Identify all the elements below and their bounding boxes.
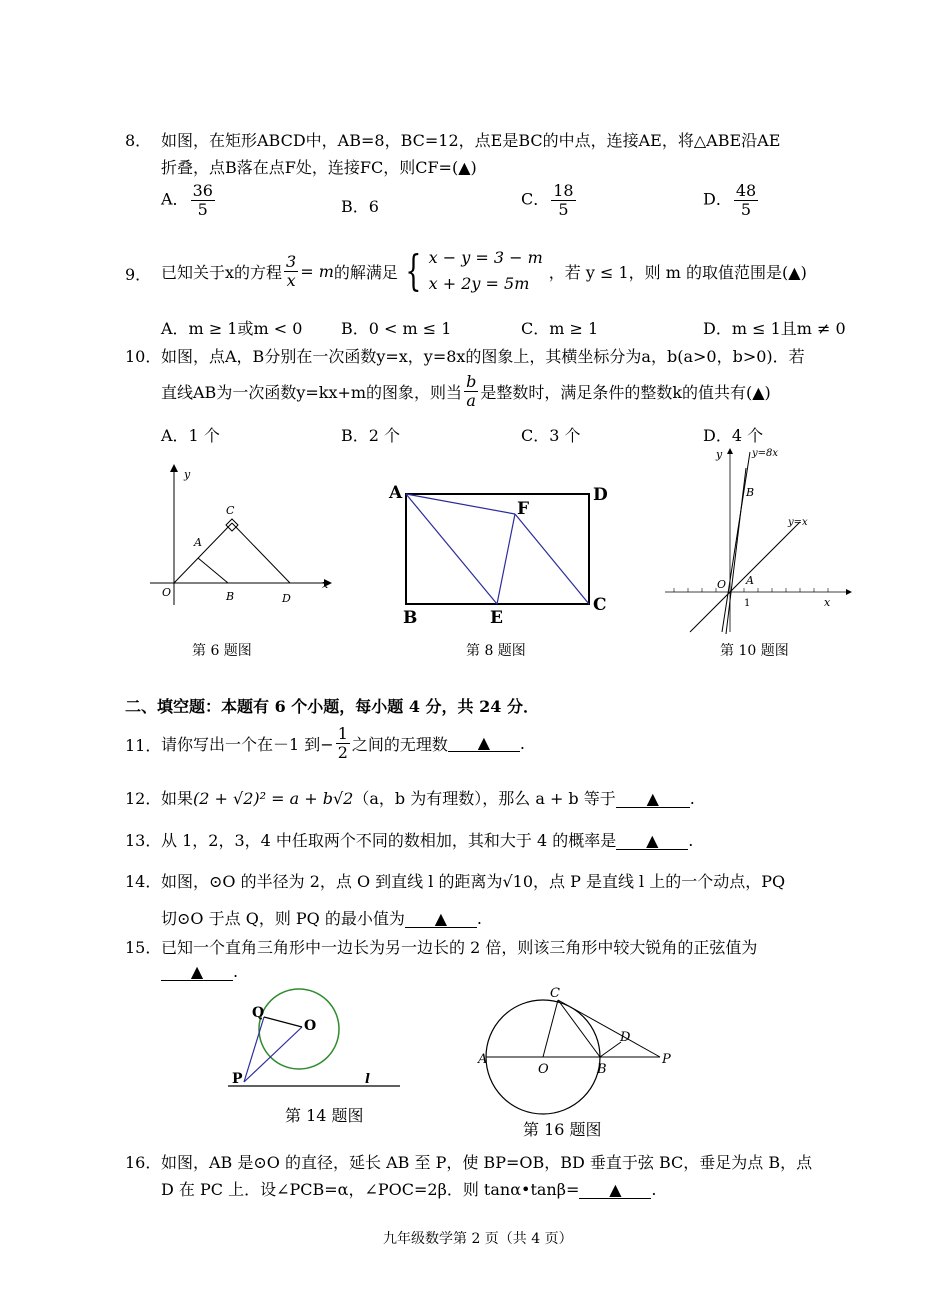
q8-line1: 如图，在矩形ABCD中，AB=8，BC=12，点E是BC的中点，连接AE，将△ABE沿AE <box>161 131 781 150</box>
q12-text: 如果(2 + √2)² = a + b√2（a，b 为有理数），那么 a + b 等于 ▲ . <box>161 789 695 808</box>
figure-6-caption: 第 6 题图 <box>192 643 252 659</box>
page-footer: 九年级数学第 2 页（共 4 页） <box>383 1231 573 1247</box>
fig6-label-a: A <box>194 536 202 549</box>
q8-option-a: A． $\frac{36}{5}$ <box>161 181 213 219</box>
section-2-heading: 二、填空题：本题有 6 个小题，每小题 4 分，共 24 分． <box>125 697 539 716</box>
q13-answer-blank[interactable]: ▲ <box>616 833 688 850</box>
q8-option-d: D． $\frac{48}{5}$ <box>703 181 757 219</box>
q16-line2: D 在 PC 上．设∠PCB=α，∠POC=2β．则 tanα•tanβ= ▲ . <box>161 1180 657 1199</box>
fig6-label-x: x <box>322 578 329 591</box>
fig6-label-c: C <box>226 504 235 517</box>
q14-number: 14． <box>125 872 162 891</box>
figure-14-caption: 第 14 题图 <box>285 1106 364 1125</box>
q9-option-a: A．m ≥ 1或m < 0 <box>161 319 303 338</box>
figure-6 <box>140 460 340 610</box>
fig14-label-q: Q <box>252 1005 265 1021</box>
q11-text: 请你写出一个在－1 到− $\frac{1}{2}$ 之间的无理数 ▲ . <box>161 723 525 762</box>
fig16-label-c: C <box>550 986 560 1001</box>
q10-line2: 直线AB为一次函数y=kx+m的图象，则当 $\frac{b}{a}$ 是整数时，满足条件的整数k的值共有(▲) <box>161 371 771 410</box>
q13-text: 从 1，2，3，4 中任取两个不同的数相加，其和大于 4 的概率是 ▲ . <box>161 831 694 850</box>
q8-option-c-fraction: $\frac{18}{5}$ <box>553 181 574 219</box>
figure-8-caption: 第 8 题图 <box>466 643 526 659</box>
q9-fraction: $\frac{3}{x}$ <box>286 251 297 290</box>
fig10-label-o: O <box>717 578 727 591</box>
q9-stem: 已知关于x的方程 $\frac{3}{x}$ = m 的解满足 { x − y = 3 − m x + 2y = 5m ，若 y ≤ 1，则 m 的取值范围是(▲) <box>161 246 807 295</box>
q9-option-c: C．m ≥ 1 <box>521 319 599 338</box>
q12-answer-blank[interactable]: ▲ <box>616 791 690 808</box>
fig10-label-y8x: y=8x <box>752 448 779 459</box>
fig8-label-b: B <box>403 608 418 628</box>
q9-option-d: D．m ≤ 1且m ≠ 0 <box>703 319 846 338</box>
q10-line1: 如图，点A，B分别在一次函数y=x，y=8x的图象上，其横坐标分为a，b(a>0，b>0)．若 <box>161 347 805 366</box>
q9-option-b: B．0 < m ≤ 1 <box>341 319 452 338</box>
fig16-label-a: A <box>478 1052 488 1067</box>
fig6-label-y: y <box>184 468 191 481</box>
q15-line2: ▲ . <box>161 962 238 981</box>
fig8-label-c: C <box>593 595 607 615</box>
fig6-label-b: B <box>226 590 235 603</box>
q15-answer-blank[interactable]: ▲ <box>161 964 233 981</box>
fig8-label-f: F <box>517 499 530 519</box>
q10-option-d: D．4 个 <box>703 426 764 445</box>
q12-number: 12． <box>125 789 162 808</box>
q10-number: 10． <box>125 347 162 366</box>
fig16-label-b: B <box>597 1062 607 1077</box>
q8-number: 8． <box>125 131 152 150</box>
q10-fraction: $\frac{b}{a}$ <box>466 371 477 410</box>
q8-option-b: B．6 <box>341 197 379 216</box>
q10-option-a: A．1 个 <box>161 426 220 445</box>
q15-number: 15． <box>125 938 162 957</box>
fig6-label-d: D <box>282 592 291 605</box>
q14-line1: 如图，⊙O 的半径为 2，点 O 到直线 l 的距离为√10，点 P 是直线 l 上的一个动点，PQ <box>161 872 786 891</box>
fig16-label-d: D <box>620 1030 631 1045</box>
figure-16 <box>470 985 685 1115</box>
figure-10 <box>660 440 860 635</box>
q8-line2: 折叠，点B落在点F处，连接FC，则CF=(▲) <box>161 158 477 177</box>
q10-option-c: C．3 个 <box>521 426 581 445</box>
q8-option-a-fraction: $\frac{36}{5}$ <box>192 181 213 219</box>
q8-option-d-fraction: $\frac{48}{5}$ <box>735 181 757 219</box>
fig8-label-e: E <box>490 608 503 628</box>
q16-line1: 如图，AB 是⊙O 的直径，延长 AB 至 P，使 BP=OB，BD 垂直于弦 BC，垂足为点 B，点 <box>161 1153 813 1172</box>
q9-system-brace: { <box>405 246 422 295</box>
q10-option-b: B．2 个 <box>341 426 401 445</box>
q9-system: x − y = 3 − m x + 2y = 5m <box>428 248 543 293</box>
q9-number: 9． <box>125 265 152 284</box>
fig10-label-x: x <box>824 596 831 609</box>
q15-line1: 已知一个直角三角形中一边长为另一边长的 2 倍，则该三角形中较大锐角的正弦值为 <box>161 938 758 957</box>
q14-answer-blank[interactable]: ▲ <box>405 911 477 928</box>
fig6-label-o: O <box>162 586 172 599</box>
q8-option-c: C． $\frac{18}{5}$ <box>521 181 574 219</box>
fig14-label-l: l <box>365 1072 370 1087</box>
q16-answer-blank[interactable]: ▲ <box>579 1182 651 1199</box>
figure-10-caption: 第 10 题图 <box>720 643 789 659</box>
figure-14 <box>220 985 410 1090</box>
fig10-label-b: B <box>746 486 755 499</box>
fig10-label-a: A <box>746 574 754 587</box>
fig16-label-p: P <box>662 1052 671 1067</box>
q11-fraction: $\frac{1}{2}$ <box>337 723 348 762</box>
q11-number: 11． <box>125 736 162 755</box>
q11-answer-blank[interactable]: ▲ <box>448 735 520 752</box>
q16-number: 16． <box>125 1153 162 1172</box>
fig10-label-y: y <box>716 448 723 461</box>
fig10-label-one: 1 <box>744 598 751 609</box>
q13-number: 13． <box>125 831 162 850</box>
figure-16-caption: 第 16 题图 <box>523 1120 602 1139</box>
fig10-label-yx: y=x <box>788 517 808 528</box>
fig16-label-o: O <box>538 1062 549 1077</box>
q12-expression: (2 + √2)² = a + b√2 <box>193 789 354 808</box>
fig14-label-p: P <box>232 1071 243 1087</box>
figure-8 <box>385 478 625 628</box>
fig8-label-d: D <box>593 485 608 505</box>
fig14-label-o: O <box>304 1018 317 1034</box>
fig8-label-a: A <box>389 483 403 503</box>
q14-line2: 切⊙O 于点 Q，则 PQ 的最小值为 ▲ . <box>161 909 482 928</box>
